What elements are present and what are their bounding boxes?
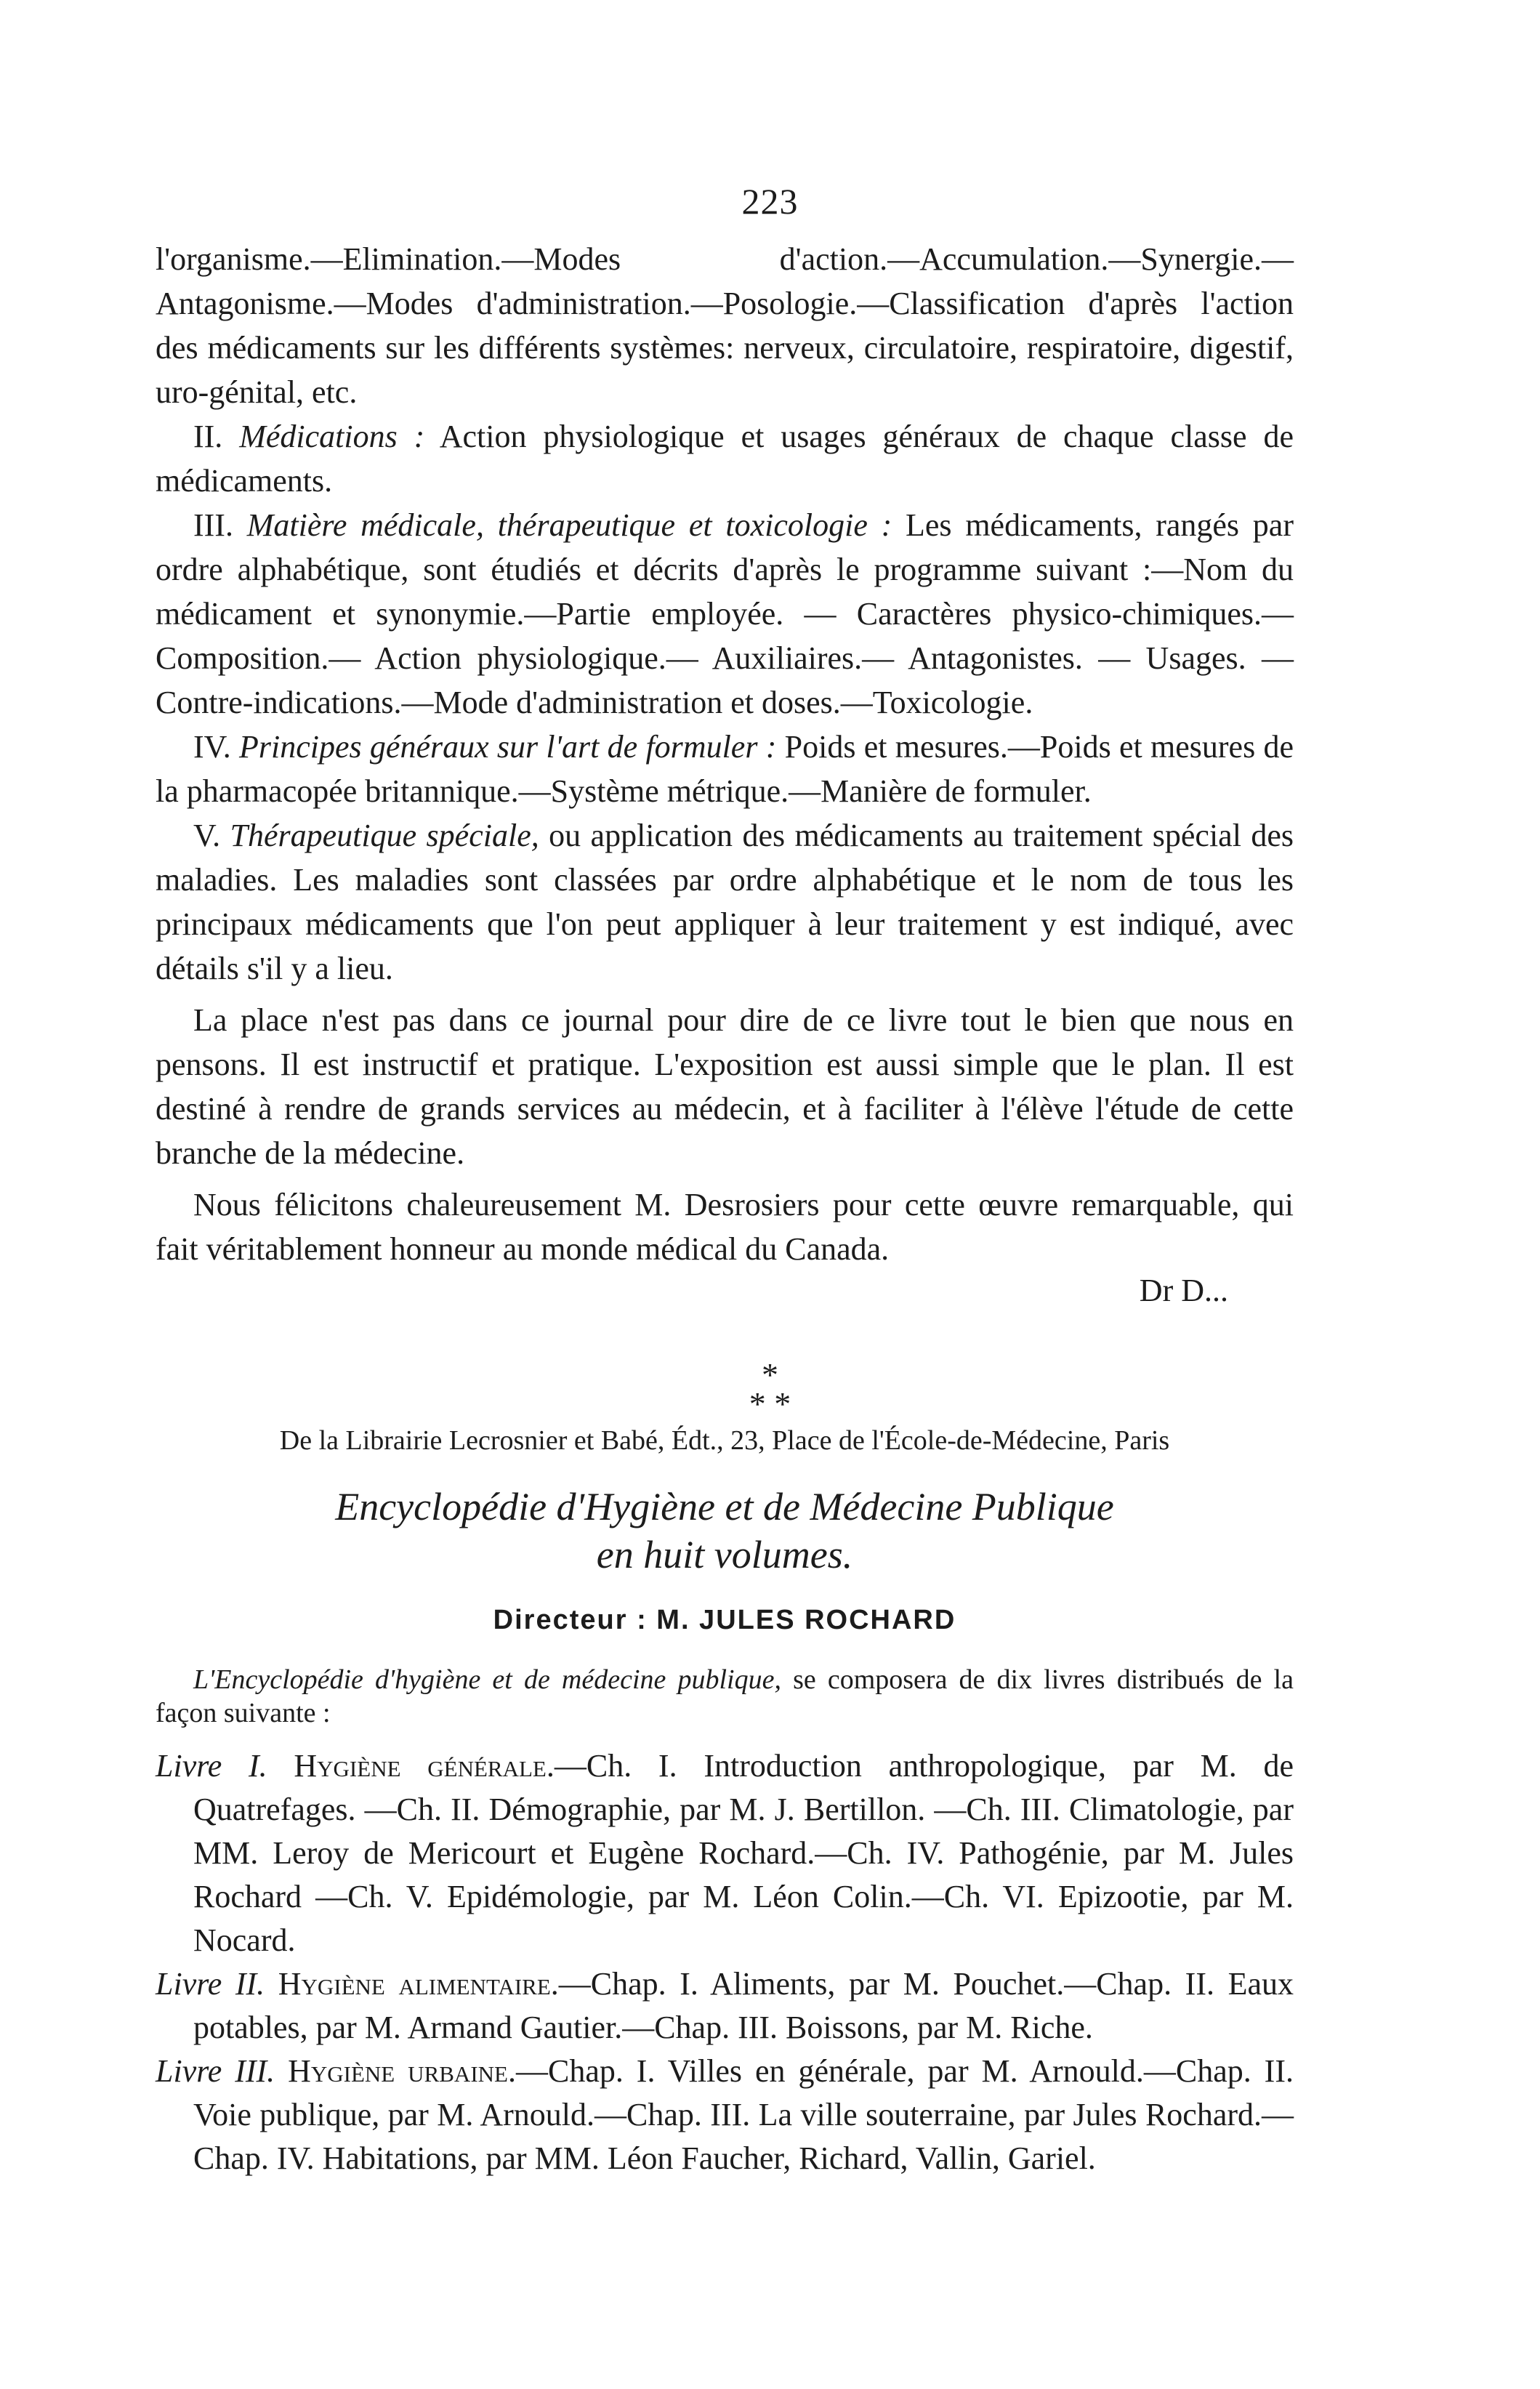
book-heading: Hygiène urbaine. (275, 2053, 516, 2089)
separator-stars: * * (749, 1385, 791, 1422)
book-entry-3: Livre III. Hygiène urbaine.—Chap. I. Villes en générale, par M. Arnould.—Chap. II. Voie publique, par M. Arnould.—Chap. III. La ville souterraine, par Jules Rochard.—Chap. IV. Habitations, par MM. Léon Faucher, Richard, Vallin, Gariel. (156, 2053, 1294, 2176)
heading-medications: Médications : (239, 419, 425, 454)
book-heading: Hygiène alimentaire. (265, 1966, 559, 2002)
separator-star: * (762, 1356, 778, 1393)
signature: Dr D... (1139, 1273, 1228, 1308)
paragraph-felicitations: Nous félicitons chaleureusement M. Desrosiers pour cette œuvre remarquable, qui fait véritablement honneur au monde médical du Canada. (156, 1187, 1294, 1267)
book-title-line2: en huit volumes. (596, 1533, 853, 1576)
book-title (156, 1483, 1294, 1579)
heading-matiere-medicale: Matière médicale, thérapeutique et toxicologie : (246, 507, 892, 543)
book-label: Livre III. (156, 2053, 275, 2089)
intro-paragraph: L'Encyclopédie d'hygiène et de médecine publique, se composera de dix livres distribués de la façon suivante : (156, 1664, 1294, 1728)
heading-therapeutique: Thérapeutique spéciale, (230, 818, 539, 853)
director-line: Directeur : M. JULES ROCHARD (493, 1605, 956, 1635)
book-entry-1: Livre I. Hygiène générale.—Ch. I. Introduction anthropologique, par M. de Quatrefages. —Ch. II. Démographie, par M. J. Bertillon. —Ch. III. Climatologie, par MM. Leroy de Mericourt et Eugène Rochard.—Ch. IV. Pathogénie, par M. Jules Rochard —Ch. V. Epidémologie, par M. Léon Colin.—Ch. VI. Epizootie, par M. Nocard. (156, 1748, 1294, 1958)
book-heading: Hygiène générale. (267, 1748, 555, 1784)
book-label: Livre I. (156, 1748, 267, 1784)
encyclopedia-intro (156, 1663, 1294, 1730)
paragraph-principes: IV. Principes généraux sur l'art de formuler : Poids et mesures.—Poids et mesures de la pharmacopée britannique.—Système métrique.—Manière de formuler. (156, 729, 1294, 809)
page-number: 223 (741, 181, 799, 222)
book-list (156, 1744, 1294, 2180)
book-label: Livre II. (156, 1966, 265, 2002)
paragraph-medications: II. Médications : Action physiologique et usages généraux de chaque classe de médicaments. (156, 419, 1294, 499)
publisher-line: De la Librairie Lecrosnier et Babé, Édt., 23, Place de l'École-de-Médecine, Paris (279, 1425, 1170, 1456)
intro-title: L'Encyclopédie d'hygiène et de médecine publique, (193, 1664, 781, 1695)
paragraph-opinion: La place n'est pas dans ce journal pour dire de ce livre tout le bien que nous en pensons. Il est instructif et pratique. L'exposition est aussi simple que le plan. Il est destiné à rendre de grands services au médecin, et à faciliter à l'élève l'étude de cette branche de la médecine. (156, 1002, 1294, 1171)
section-separator (0, 1356, 1540, 1422)
paragraph-matiere-medicale: III. Matière médicale, thérapeutique et toxicologie : Les médicaments, rangés par ordre alphabétique, sont étudiés et décrits d'après le programme suivant :—Nom du médicament et synonymie.—Partie employée. — Caractères physico-chimiques.— Composition.— Action physiologique.— Auxiliaires.— Antagonistes. — Usages. — Contre-indications.—Mode d'administration et doses.—Toxicologie. (156, 507, 1294, 720)
heading-principes: Principes généraux sur l'art de formuler : (239, 729, 777, 765)
book-title-line1: Encyclopédie d'Hygiène et de Médecine Publique (335, 1485, 1114, 1528)
paragraph-therapeutique: V. Thérapeutique spéciale, ou application des médicaments au traitement spécial des maladies. Les maladies sont classées par ordre alphabétique et le nom de tous les principaux médicaments que l'on peut appliquer à leur traitement y est indiqué, avec détails s'il y a lieu. (156, 818, 1294, 986)
paragraph-organisme: l'organisme.—Elimination.—Modes d'action.—Accumulation.—Synergie.—Antagonisme.—Modes d'administration.—Posologie.—Classification d'après l'action des médicaments sur les différents systèmes: nerveux, circulatoire, respiratoire, digestif, uro-génital, etc. (156, 241, 1294, 410)
book-entry-2: Livre II. Hygiène alimentaire.—Chap. I. Aliments, par M. Pouchet.—Chap. II. Eaux potables, par M. Armand Gautier.—Chap. III. Boissons, par M. Riche. (156, 1966, 1294, 2045)
review-text (156, 237, 1294, 1313)
